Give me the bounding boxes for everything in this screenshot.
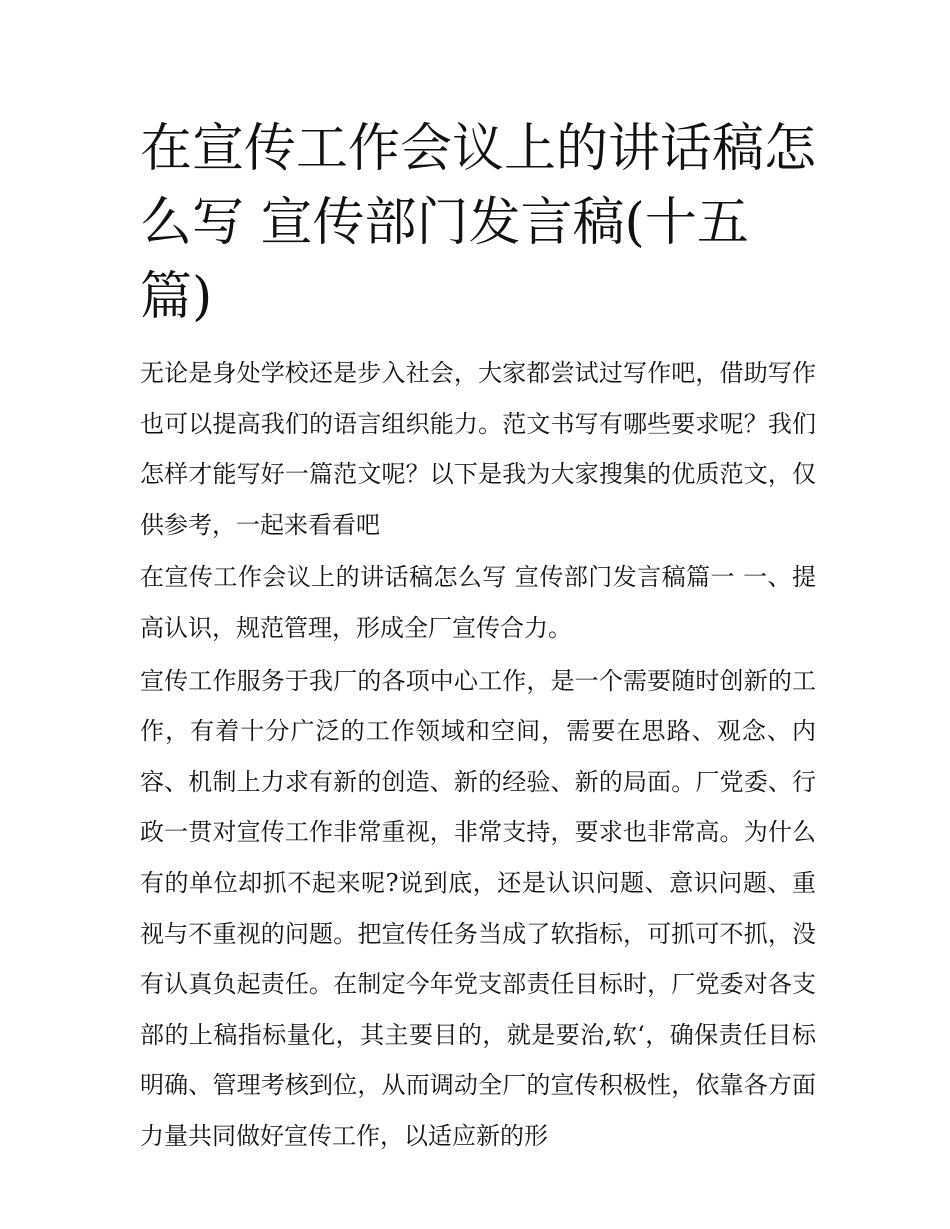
- document-page: [140, 112, 816, 1164]
- section-heading-paragraph: 在宣传工作会议上的讲话稿怎么写 宣传部门发言稿篇一 一、提高认识，规范管理，形成全厂宣传合力。: [140, 563, 816, 642]
- intro-paragraph: 无论是身处学校还是步入社会，大家都尝试过写作吧，借助写作也可以提高我们的语言组织能力。范文书写有哪些要求呢？我们怎样才能写好一篇范文呢？以下是我为大家搜集的优质范文，仅供参考，一起来看看吧: [140, 359, 816, 539]
- body-paragraph: 宣传工作服务于我厂的各项中心工作，是一个需要随时创新的工作，有着十分广泛的工作领域和空间，需要在思路、观念、内容、机制上力求有新的创造、新的经验、新的局面。厂党委、行政一贯对宣传工作非常重视，非常支持，要求也非常高。为什么有的单位却抓不起来呢?说到底，还是认识问题、意识问题、重视与不重视的问题。把宣传任务当成了软指标，可抓可不抓，没有认真负起责任。在制定今年党支部责任目标时，厂党委对各支部的上稿指标量化，其主要目的，就是要治,软‘，确保责任目标明确、管理考核到位，从而调动全厂的宣传积极性，依靠各方面力量共同做好宣传工作，以适应新的形: [140, 666, 816, 1150]
- document-title: 在宣传工作会议上的讲话稿怎么写 宣传部门发言稿(十五篇): [140, 119, 817, 327]
